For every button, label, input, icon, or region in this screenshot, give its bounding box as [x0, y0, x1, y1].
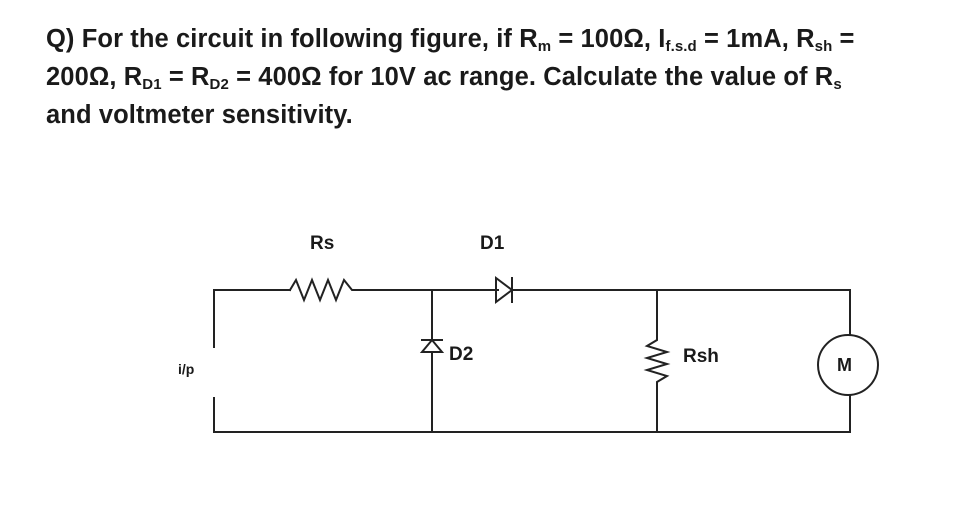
- question-line-3: and voltmeter sensitivity.: [46, 101, 353, 129]
- question-line-1-part: = 100Ω, I: [551, 25, 666, 53]
- label-d1: D1: [480, 233, 505, 254]
- label-rsh: Rsh: [683, 346, 719, 367]
- question-line-2-part: 200Ω, R: [46, 63, 143, 91]
- question-line-2-part: = 400Ω for 10V ac range. Calculate the value of R: [228, 63, 834, 91]
- question-line-1-part: Q) For the circuit in following figure, if R: [46, 25, 538, 53]
- resistor-rsh: [647, 290, 667, 432]
- subscript-rd2: D2: [209, 76, 229, 93]
- label-rs: Rs: [310, 233, 335, 254]
- question-line-1-part: = 1mA, R: [696, 25, 815, 53]
- subscript-rs: s: [833, 76, 842, 93]
- resistor-rs: [290, 280, 372, 300]
- question-line-1-part: =: [832, 25, 855, 53]
- diode-d1: [478, 278, 520, 302]
- subscript-rm: m: [537, 38, 552, 55]
- label-meter: M: [837, 355, 852, 375]
- question-line-2-part: = R: [161, 63, 210, 91]
- label-d2: D2: [449, 344, 474, 365]
- diode-d2-branch: [422, 290, 442, 432]
- bottom-wire: [214, 398, 850, 432]
- subscript-rd1: D1: [142, 76, 162, 93]
- input-top-wire: [214, 290, 290, 347]
- subscript-rsh: sh: [814, 38, 833, 55]
- subscript-ifsd: f.s.d: [665, 38, 697, 55]
- label-input: i/p: [178, 361, 195, 377]
